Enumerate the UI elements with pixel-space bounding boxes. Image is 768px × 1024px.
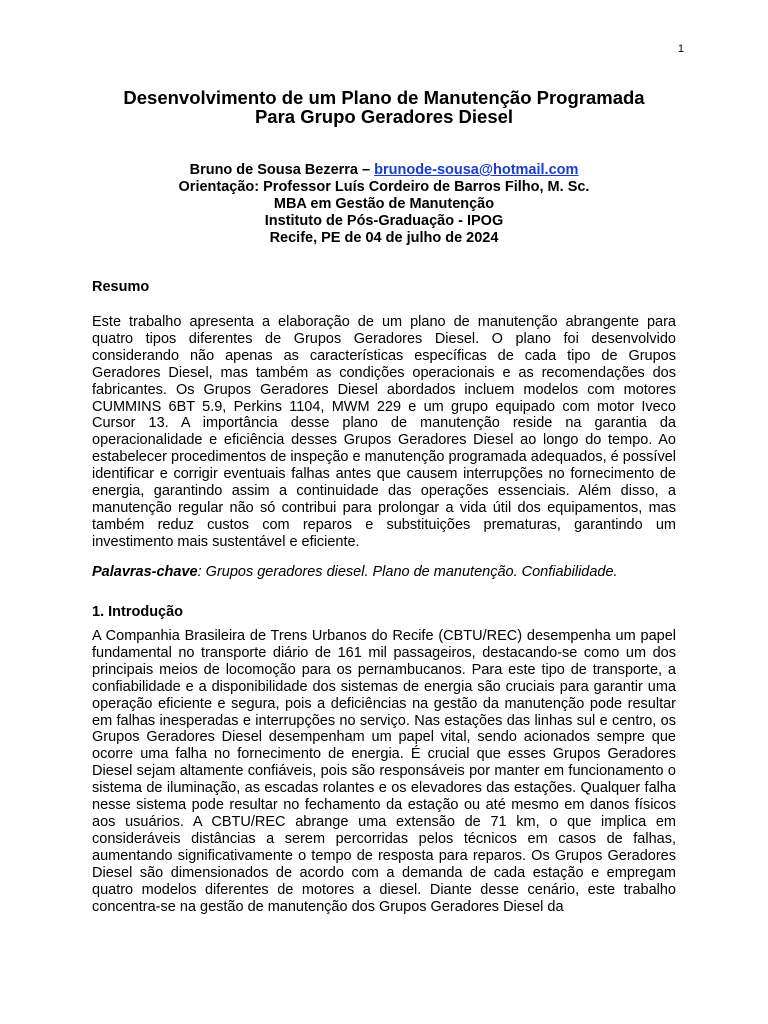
advisor-line: Orientação: Professor Luís Cordeiro de Barros Filho, M. Sc. [178,179,590,195]
title-line-2: Para Grupo Geradores Diesel [254,106,514,127]
title-line-1: Desenvolvimento de um Plano de Manutenção Programada [123,87,645,108]
author-block [92,162,676,247]
place-date-line: Recife, PE de 04 de julho de 2024 [269,230,499,246]
keywords [92,564,676,581]
program-line: MBA em Gestão de Manutenção [273,196,495,212]
keywords-label: Palavras-chave [92,564,198,580]
introduction-heading: 1. Introdução [92,604,184,620]
page-number: 1 [677,43,684,55]
author-name: Bruno de Sousa Bezerra – [189,162,371,178]
introduction-text: A Companhia Brasileira de Trens Urbanos do Recife (CBTU/REC) desempenha um papel fundamental no transporte diário de 161 mil passageiros, destacando-se como um dos principais meios de locomoção para os pernambucanos. Para este tipo de transporte, a confiabilidade e a disponibilidade dos sistemas de energia são cruciais para garantir uma operação eficiente e segura, pois a deficiências na gestão da manutenção pode resultar em falhas inesperadas e interrupções no serviço. Nas estações das linhas sul e centro, os Grupos Geradores Diesel desempenham um papel vital, sendo acionados sempre que ocorre uma falha no fornecimento de energia. É crucial que esses Grupos Geradores Diesel sejam altamente confiáveis, pois são responsáveis por manter em funcionamento o sistema de iluminação, as escadas rolantes e os elevadores das estações. Qualquer falha nesse sistema pode resultar no fechamento da estação ou até mesmo em danos físicos aos usuários. A CBTU/REC abrange uma extensão de 71 km, o que implica em consideráveis distâncias a serem percorridas pelos técnicos em casos de falhas, aumentando significativamente o tempo de resposta para reparos. Os Grupos Geradores Diesel são dimensionados de acordo com a demanda de cada estação e empregam quatro modelos diferentes de motores a diesel. Diante desse cenário, este trabalho concentra-se na gestão de manutenção dos Grupos Geradores Diesel da [92,628,676,915]
abstract-text: Este trabalho apresenta a elaboração de um plano de manutenção abrangente para quatro tipos diferentes de Grupos Geradores Diesel. O plano foi desenvolvido considerando não apenas as características específicas de cada tipo de Grupos Geradores Diesel, mas também as condições operacionais e as recomendações dos fabricantes. Os Grupos Geradores Diesel abordados incluem modelos com motores CUMMINS 6BT 5.9, Perkins 1104, MWM 229 e um grupo equipado com motor Iveco Cursor 13. A importância desse plano de manutenção reside na garantia da operacionalidade e eficiência desses Grupos Geradores Diesel ao longo do tempo. Ao estabelecer procedimentos de inspeção e manutenção programada adequados, é possível identificar e corrigir eventuais falhas antes que causem interrupções no fornecimento de energia, garantindo assim a continuidade das operações essenciais. Além disso, a manutenção regular não só contribui para prolongar a vida útil dos equipamentos, mas também reduz custos com reparos e substituições prematuras, garantindo um investimento mais sustentável e eficiente. [92,314,676,550]
keywords-text: : Grupos geradores diesel. Plano de manutenção. Confiabilidade. [197,564,618,580]
author-line [92,162,676,179]
abstract-heading: Resumo [92,279,150,295]
institute-line: Instituto de Pós-Graduação - IPOG [264,213,504,229]
paper-title [92,88,676,126]
author-email-link[interactable]: brunode-sousa@hotmail.com [374,162,579,178]
